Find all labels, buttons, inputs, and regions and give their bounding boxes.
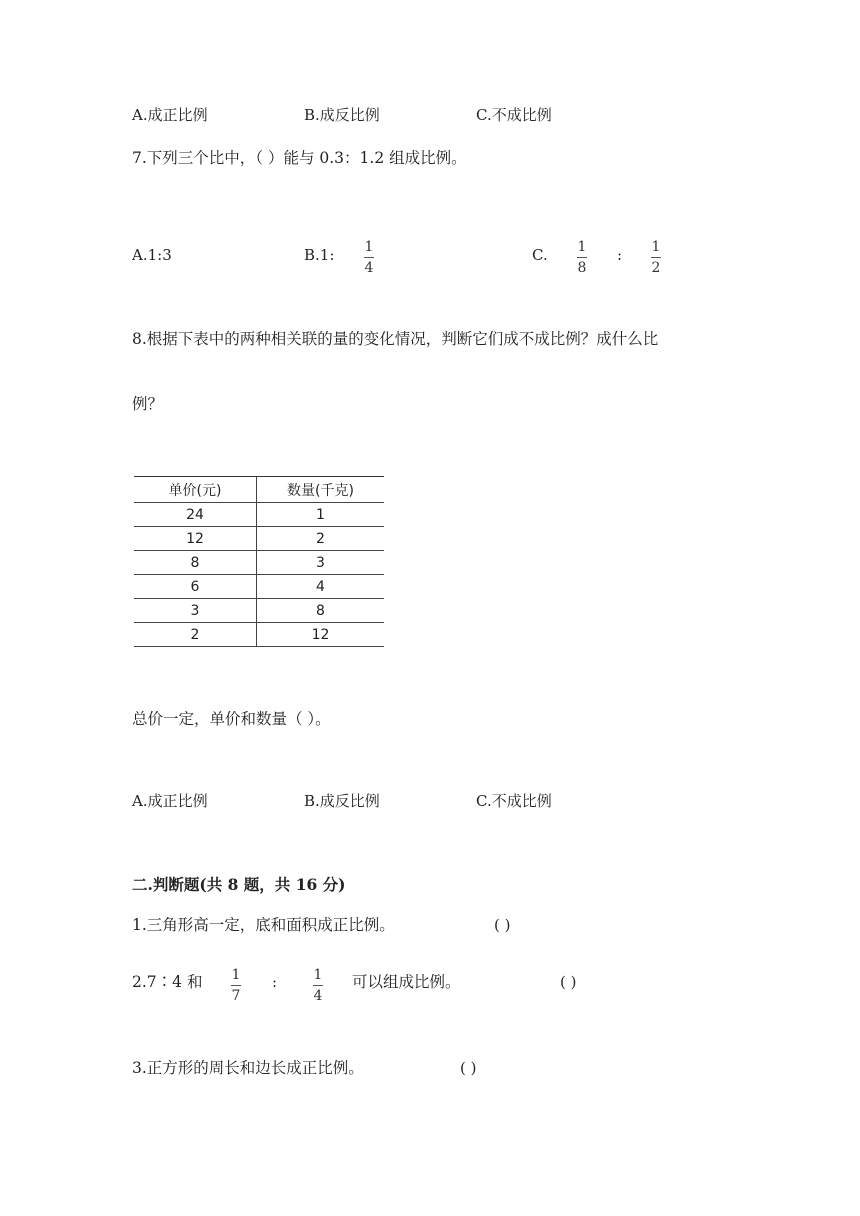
table-cell: 8 [257,599,385,623]
section-2-heading: 二.判断题(共 8 题，共 16 分) [132,875,346,894]
table-row [134,623,384,647]
judge-item-1-text: 1.三角形高一定，底和面积成正比例。 [132,916,395,934]
q7-option-c-fraction-1 [577,240,587,275]
judge-item-2-paren: ( ) [560,973,577,991]
q7-stem: 7.下列三个比中，（ ）能与 0.3：1.2 组成比例。 [132,149,467,167]
table-cell: 6 [134,575,257,599]
q7-option-b-prefix: B.1: [304,246,335,264]
table-cell: 8 [134,551,257,575]
q8-option-b: B.成反比例 [304,792,380,810]
q7-option-c-colon: : [617,246,623,264]
judge-item-1-paren: ( ) [494,916,511,934]
judge-item-2-colon: : [272,973,278,991]
q8-stem-line-2: 例？ [132,395,164,413]
q7-option-b-fraction [364,240,374,275]
table-header-row [134,477,384,503]
table-row [134,527,384,551]
q7-option-c-prefix: C. [532,246,548,264]
q7-option-a: A.1:3 [132,246,172,264]
fraction-numerator: 1 [313,967,323,983]
fraction-denominator: 4 [364,260,374,276]
table-cell: 3 [134,599,257,623]
judge-item-2-suffix: 可以组成比例。 [352,973,461,991]
table-cell: 12 [257,623,385,647]
table-cell: 2 [257,527,385,551]
fraction-numerator: 1 [651,239,661,255]
q6-option-b: B.成反比例 [304,106,380,124]
q8-option-c: C.不成比例 [476,792,552,810]
judge-item-3-text: 3.正方形的周长和边长成正比例。 [132,1059,364,1077]
fraction-bar [313,985,323,986]
fraction-bar [231,985,241,986]
table-row [134,575,384,599]
table-cell: 4 [257,575,385,599]
fraction-bar [364,257,374,258]
table-cell: 3 [257,551,385,575]
price-quantity-table [134,476,384,647]
table-cell: 2 [134,623,257,647]
fraction-denominator: 2 [651,260,661,276]
table-cell: 24 [134,503,257,527]
fraction-numerator: 1 [577,239,587,255]
fraction-bar [577,257,587,258]
q8-option-a: A.成正比例 [132,792,208,810]
q7-option-c-fraction-2 [651,240,661,275]
fraction-numerator: 1 [364,239,374,255]
fraction-bar [651,257,661,258]
fraction-denominator: 4 [313,988,323,1004]
table-header-price: 单价(元) [134,477,257,503]
table-row [134,599,384,623]
judge-item-2-fraction-1 [231,968,241,1003]
table-row [134,551,384,575]
fraction-denominator: 8 [577,260,587,276]
fraction-denominator: 7 [231,988,241,1004]
q8-statement: 总价一定，单价和数量（ ）。 [132,710,331,728]
judge-item-2-prefix: 2.7∶4 和 [132,973,203,991]
judge-item-2-fraction-2 [313,968,323,1003]
table-row [134,503,384,527]
fraction-numerator: 1 [231,967,241,983]
table-cell: 1 [257,503,385,527]
judge-item-3-paren: ( ) [460,1059,477,1077]
q8-stem-line-1: 8.根据下表中的两种相关联的量的变化情况，判断它们成不成比例？成什么比 [132,330,659,348]
q6-option-a: A.成正比例 [132,106,208,124]
q6-option-c: C.不成比例 [476,106,552,124]
table-cell: 12 [134,527,257,551]
table-header-quantity: 数量(千克) [257,477,385,503]
